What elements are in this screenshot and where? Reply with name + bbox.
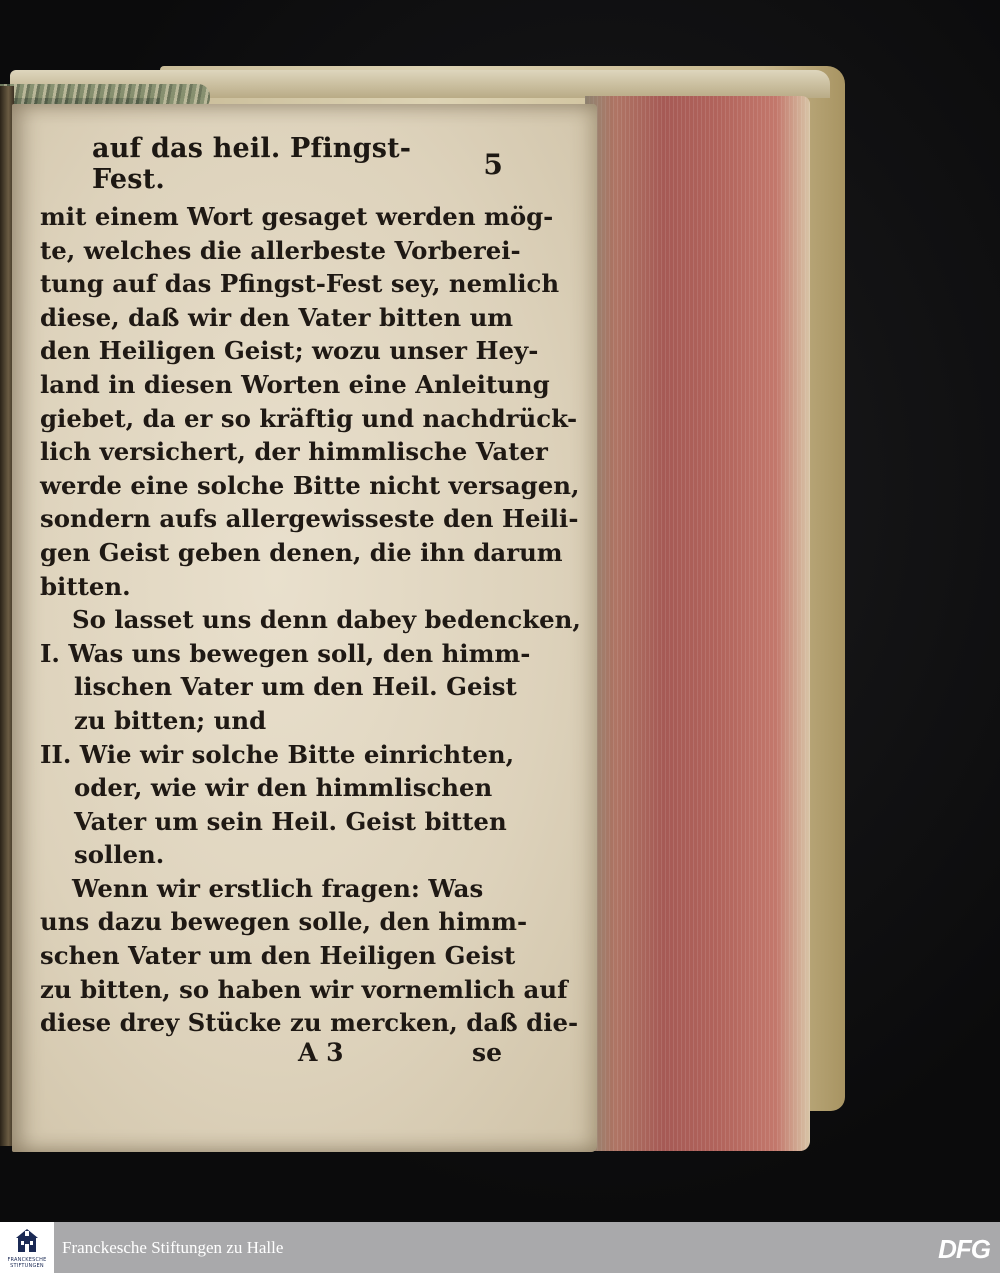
- logo-caption-line-2: STIFTUNGEN: [10, 1262, 44, 1269]
- text-line: land in diesen Worten eine Anleitung: [40, 369, 550, 399]
- text-line: uns dazu bewegen solle, den himm-: [40, 907, 528, 937]
- text-line: sollen.: [74, 840, 165, 870]
- page-footer: [40, 1038, 502, 1074]
- running-head-title: auf das heil. Pfingst-Fest.: [92, 133, 412, 195]
- page-number: 5: [483, 147, 503, 181]
- text-line: te, welches die allerbeste Vorberei-: [40, 235, 521, 265]
- text-line: lich versichert, der himmlische Vater: [40, 437, 548, 467]
- text-line: zu bitten; und: [74, 705, 267, 735]
- running-head: [92, 133, 507, 195]
- text-line: zu bitten, so haben wir vornemlich auf: [40, 974, 568, 1004]
- orphanage-building-icon: [14, 1227, 40, 1257]
- text-line: werde eine solche Bitte nicht versagen,: [40, 470, 580, 500]
- page-body-text: [40, 200, 581, 1040]
- text-line: diese, daß wir den Vater bitten um: [40, 302, 514, 332]
- text-line: giebet, da er so kräftig und nachdrück-: [40, 403, 578, 433]
- franckesche-logo[interactable]: [0, 1222, 54, 1273]
- text-line: mit einem Wort gesaget werden mög-: [40, 202, 554, 231]
- text-line: Vater um sein Heil. Geist bitten: [74, 806, 507, 836]
- page-block-edges: [585, 96, 810, 1151]
- text-line: den Heiligen Geist; wozu unser Hey-: [40, 336, 539, 366]
- text-line: I. Was uns bewegen soll, den himm-: [40, 638, 531, 668]
- text-line: schen Vater um den Heiligen Geist: [40, 941, 516, 971]
- catchword: se: [472, 1038, 502, 1067]
- text-line: lischen Vater um den Heil. Geist: [74, 672, 517, 702]
- attribution-bar: [0, 1222, 1000, 1273]
- text-line: tung auf das Pfingst-Fest sey, nemlich: [40, 269, 560, 299]
- logo-caption: [7, 1257, 46, 1269]
- text-line: oder, wie wir den himmlischen: [74, 773, 493, 803]
- text-line: gen Geist geben denen, die ihn darum: [40, 537, 563, 567]
- dfg-logo[interactable]: DFG: [938, 1234, 990, 1264]
- logo-caption-line-1: FRANCKESCHE: [7, 1256, 47, 1263]
- text-line: Wenn wir erstlich fragen: Was: [72, 873, 484, 903]
- text-line: diese drey Stücke zu mercken, daß die-: [40, 1008, 579, 1038]
- text-line: II. Wie wir solche Bitte einrichten,: [40, 739, 515, 769]
- signature-mark: A 3: [298, 1038, 344, 1067]
- text-line: So lasset uns denn dabey bedencken,: [72, 605, 581, 635]
- text-line: bitten.: [40, 571, 131, 601]
- institution-name[interactable]: Franckesche Stiftungen zu Halle: [62, 1237, 284, 1257]
- text-line: sondern aufs allergewisseste den Heili-: [40, 504, 579, 534]
